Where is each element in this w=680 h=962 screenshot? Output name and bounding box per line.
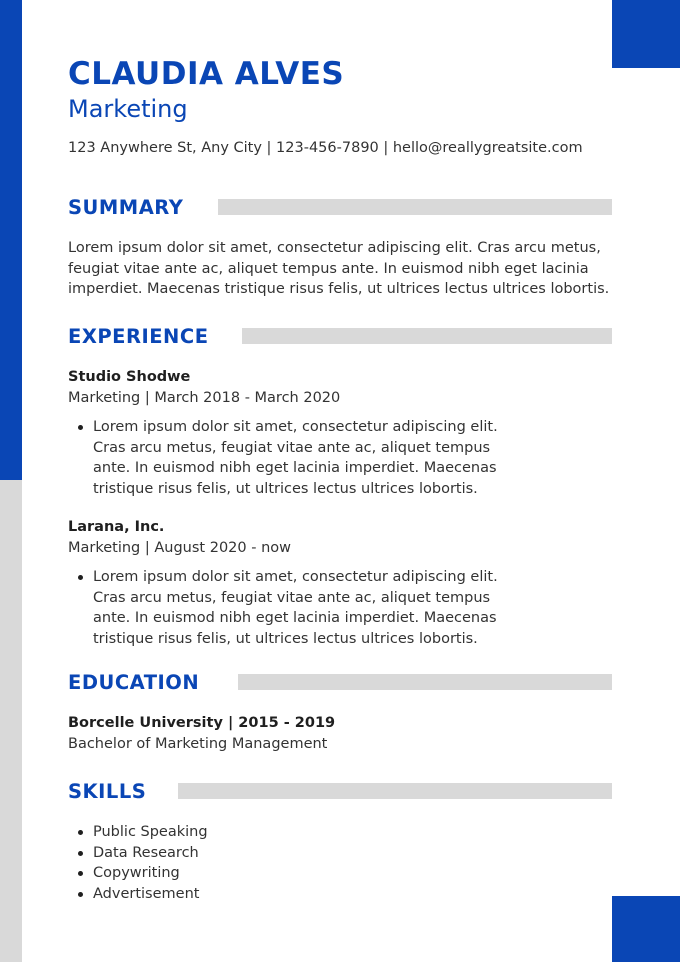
- education-divider-bar: [238, 674, 612, 690]
- skill-item: Copywriting: [93, 863, 493, 884]
- skills-heading: [68, 780, 146, 802]
- job-bullet-item: Lorem ipsum dolor sit amet, consectetur adipiscing elit. Cras arcu metus, feugiat vitae ante ac, aliquet tempus ante. In euismod nibh eget lacinia imperdiet. Maecenas tristique risus felis, ut ultrices lectus ultrices lobortis.: [93, 567, 523, 649]
- education-title: EDUCATION: [68, 670, 200, 694]
- skills-title: SKILLS: [68, 779, 147, 803]
- skill-item: Data Research: [93, 843, 493, 864]
- education-school: Borcelle University | 2015 - 2019: [68, 715, 336, 731]
- resume-name: CLAUDIA ALVES: [68, 56, 345, 92]
- left-accent-bar-gray: [0, 480, 22, 962]
- top-right-accent-block: [612, 0, 680, 68]
- resume-role: Marketing: [68, 95, 188, 123]
- summary-heading: [68, 196, 183, 218]
- skills-list: [93, 822, 493, 904]
- skill-item: Advertisement: [93, 884, 493, 905]
- job-meta: Marketing | August 2020 - now: [68, 540, 291, 556]
- job-meta: Marketing | March 2018 - March 2020: [68, 390, 341, 406]
- bottom-right-accent-block: [612, 896, 680, 962]
- job-company: Larana, Inc.: [68, 519, 165, 535]
- skills-divider-bar: [178, 783, 612, 799]
- experience-heading: [68, 325, 209, 347]
- summary-text: Lorem ipsum dolor sit amet, consectetur adipiscing elit. Cras arcu metus, feugiat vitae ante ac, aliquet tempus ante. In euismod nibh eget lacinia imperdiet. Maecenas tristique risus felis, ut ultrices lectus ultrices lobortis.: [68, 240, 610, 298]
- job-bullet-item: Lorem ipsum dolor sit amet, consectetur adipiscing elit. Cras arcu metus, feugiat vitae ante ac, aliquet tempus ante. In euismod nibh eget lacinia imperdiet. Maecenas tristique risus felis, ut ultrices lectus ultrices lobortis.: [93, 417, 523, 499]
- education-degree: Bachelor of Marketing Management: [68, 736, 328, 752]
- left-accent-bar-blue: [0, 0, 22, 480]
- summary-divider-bar: [218, 199, 612, 215]
- experience-divider-bar: [242, 328, 612, 344]
- summary-title: SUMMARY: [68, 195, 184, 219]
- job-bullets: [93, 417, 523, 499]
- contact-info: 123 Anywhere St, Any City | 123-456-7890 | hello@reallygreatsite.com: [68, 140, 583, 156]
- job-bullets: [93, 567, 523, 649]
- skill-item: Public Speaking: [93, 822, 493, 843]
- experience-title: EXPERIENCE: [68, 324, 209, 348]
- education-heading: [68, 671, 199, 693]
- job-company: Studio Shodwe: [68, 369, 191, 385]
